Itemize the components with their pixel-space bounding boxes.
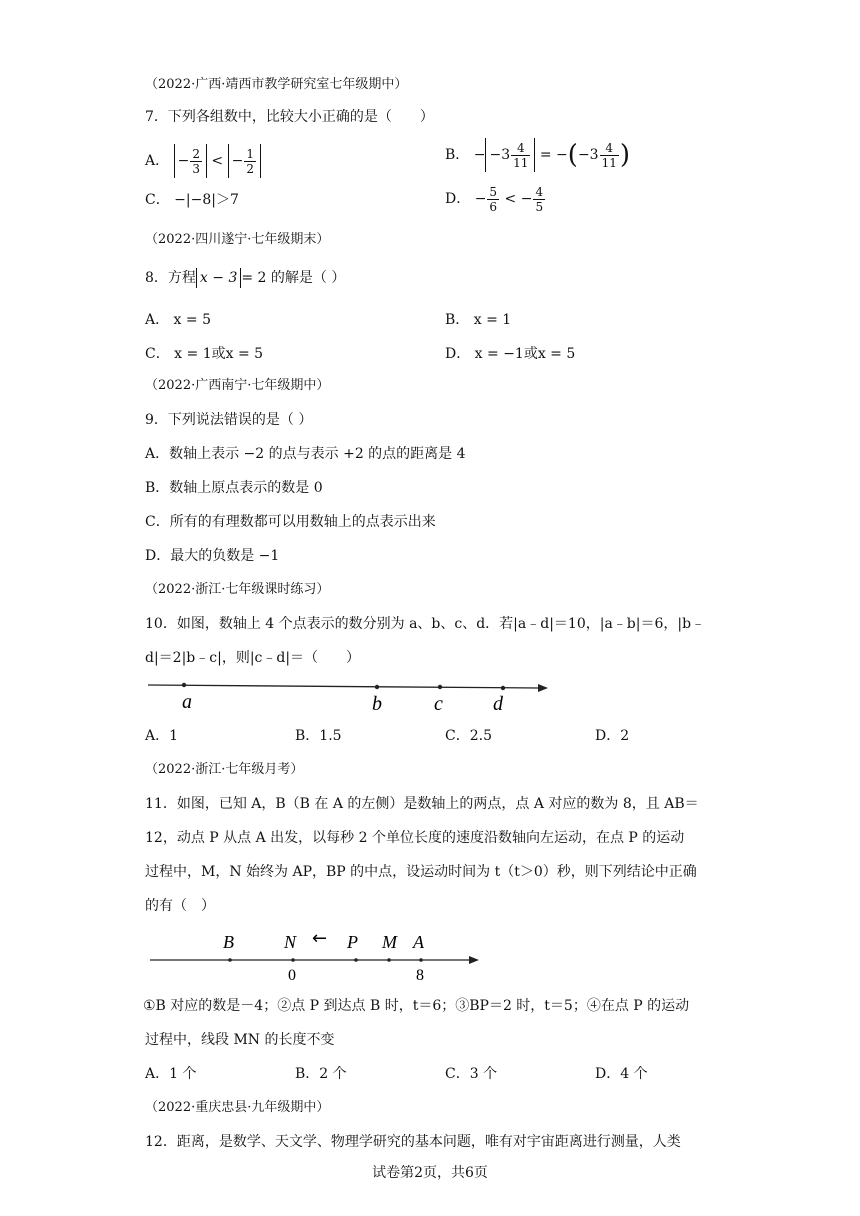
q10-label-a: a (182, 691, 192, 713)
q11-option-a: A．1 个 (145, 1066, 197, 1082)
q8-stem-pre: 8．方程 (145, 270, 196, 286)
q10-stem-line2: d|＝2|b﹣c|，则|c﹣d|＝（ ） (145, 650, 361, 666)
q9-option-b: B．数轴上原点表示的数是 0 (145, 480, 323, 496)
q9-option-a: A．数轴上表示 −2 的点与表示 +2 的点的距离是 4 (145, 446, 466, 462)
q10-axis-arrow (538, 684, 548, 692)
q11-point-m (387, 958, 391, 962)
q9-stem: 9．下列说法错误的是（ ） (145, 412, 313, 428)
q11-number-line (145, 926, 490, 986)
q11-option-c: C．3 个 (445, 1066, 498, 1082)
q7-option-c-expr: −|−8|＞7 (174, 192, 239, 208)
q9-source: （2022·广西南宁·七年级期中） (145, 378, 330, 393)
q7-source: （2022·广西·靖西市教学研究室七年级期中） (145, 77, 408, 92)
q11-option-d: D．4 个 (595, 1066, 648, 1082)
q11-point-b (228, 958, 232, 962)
q11-label-b: B (223, 932, 234, 952)
q7-option-b-label: B． (445, 147, 470, 163)
q12-stem: 12．距离，是数学、天文学、物理学研究的基本问题，唯有对宇宙距离进行测量，人类 (145, 1134, 681, 1150)
q11-stem-line3: 过程中，M，N 始终为 AP，BP 的中点，设运动时间为 t（t＞0）秒，则下列结论中正确 (145, 864, 697, 880)
q8-option-c: C． x = 1或x = 5 (145, 346, 264, 362)
q11-stem-line4: 的有（ ） (145, 898, 215, 914)
q10-option-c: C．2.5 (445, 728, 492, 744)
q10-label-c: c (434, 693, 443, 715)
q12-source: （2022·重庆忠县·九年级期中） (145, 1100, 330, 1115)
q11-stem-line1: 11．如图，已知 A，B（B 在 A 的左侧）是数轴上的两点，点 A 对应的数为 8，且 AB＝ (145, 796, 699, 812)
q11-label-a: A (413, 932, 424, 952)
q11-statement-line2: 过程中，线段 MN 的长度不变 (145, 1032, 335, 1048)
q7-option-c-label: C． (145, 192, 170, 208)
q7-option-c (145, 190, 239, 210)
q7-stem: 7．下列各组数中，比较大小正确的是（ ） (145, 109, 434, 125)
q11-point-a (419, 958, 423, 962)
q10-point-d (501, 686, 505, 690)
q11-tick-8: 8 (416, 967, 424, 984)
q8-stem-abs: x − 3 (196, 268, 241, 288)
q10-option-a: A．1 (145, 728, 179, 744)
q10-point-a (182, 683, 186, 687)
q11-option-b: B．2 个 (295, 1066, 347, 1082)
q11-label-m: M (382, 932, 397, 952)
q11-axis-arrow (469, 956, 479, 964)
q10-number-line (140, 672, 560, 718)
q8-stem-post: = 2 的解是（ ） (241, 270, 346, 286)
q8-option-d: D． x = −1或x = 5 (445, 346, 576, 362)
q10-point-c (438, 685, 442, 689)
q11-tick-0: 0 (288, 967, 296, 984)
q7-option-d-label: D． (445, 191, 471, 207)
q11-label-p: P (347, 932, 358, 952)
q7-option-b: B． − −3 $\frac{4}{11}$ = −(−3 $\frac{4}{11}$ ) (445, 140, 631, 170)
q7-option-a: A． − $\frac{2}{3}$ < − $\frac{1}{2}$ (145, 144, 261, 178)
q11-arrow-left: ← (312, 928, 328, 949)
q11-source: （2022·浙江·七年级月考） (145, 762, 304, 777)
q10-source: （2022·浙江·七年级课时练习） (145, 582, 330, 597)
page-footer: 试卷第2页，共6页 (372, 1165, 488, 1181)
q9-option-d: D．最大的负数是 −1 (145, 548, 280, 564)
q10-stem-line1: 10．如图，数轴上 4 个点表示的数分别为 a、b、c、d．若|a﹣d|＝10，|a﹣b|＝6，|b﹣ (145, 616, 706, 632)
q11-point-p (354, 958, 358, 962)
q10-label-b: b (372, 693, 382, 715)
q11-statement-line1: ①B 对应的数是－4；②点 P 到达点 B 时，t＝6；③BP＝2 时，t＝5；④在点 P 的运动 (143, 998, 690, 1014)
q11-label-n: N (284, 932, 297, 952)
q11-stem-line2: 12，动点 P 从点 A 出发，以每秒 2 个单位长度的速度沿数轴向左运动，在点 P 的运动 (145, 830, 685, 846)
q8-source: （2022·四川遂宁·七年级期末） (145, 232, 330, 247)
q11-point-n (291, 958, 295, 962)
q10-axis-line (148, 685, 538, 688)
q10-option-b: B．1.5 (295, 728, 342, 744)
q10-option-d: D．2 (595, 728, 630, 744)
q8-stem (145, 268, 345, 288)
q9-option-c: C．所有的有理数都可以用数轴上的点表示出来 (145, 514, 436, 530)
q10-label-d: d (493, 693, 503, 715)
q8-option-b: B． x = 1 (445, 312, 512, 328)
q7-option-d: D． − $\frac{5}{6}$ < − $\frac{4}{5}$ (445, 184, 544, 214)
q7-option-a-label: A． (145, 153, 170, 169)
q10-point-b (375, 685, 379, 689)
q8-option-a: A． x = 5 (145, 312, 211, 328)
